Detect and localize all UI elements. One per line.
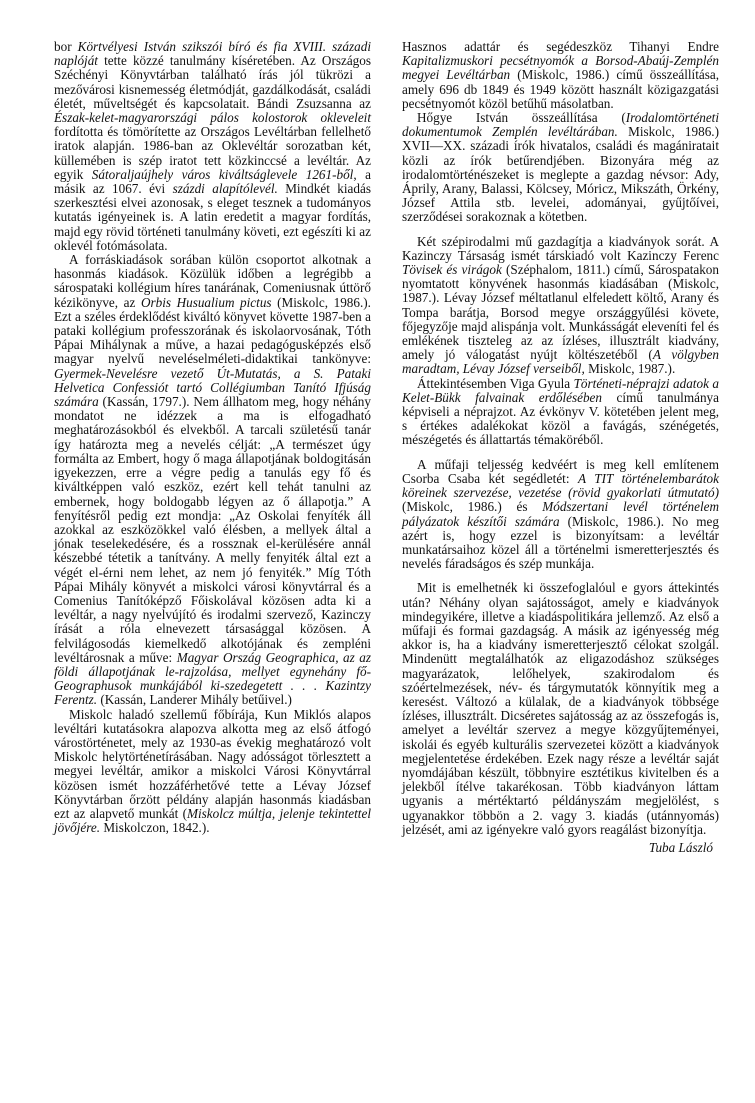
text-run: (Miskolc, 1986.) című összeállítása, amely 696 db 1849 és 1949 között használt közigazgatási pecsétnyomót közöl betűhű másolatban. [402,67,719,111]
text-run: Miskolczon, 1842.). [100,820,210,836]
text-run: fordította és tömörítette az Országos Levéltárban fellelhető iratok alapján. 1986-ban az Oklevéltár sorozatban két, küllemében is szép iratot tett közkinccsé a levéltár. Az egyik [54,124,371,182]
text-run: (Miskolc, 1986.). No meg azért is, hogy ezzel is bizonyítsam: a levéltár munkatársaihoz közel áll a történelmi ismeretterjesztés és nevelés fáradságos és szép munkája. [402,513,719,572]
italic-title: Körtvélyesi István szikszói bíró és fia XVIII. századi naplóját [54,39,371,69]
italic-title: Észak-kelet-magyarországi pálos kolostorok okleveleit [54,110,371,126]
italic-title: Történeti-néprajzi adatok a Kelet-Bükk falvainak erdőlésében [402,375,719,405]
text-run: Áttekintésemben Viga Gyula [417,375,574,391]
paragraph [402,40,719,111]
right-column-paragraphs [402,40,719,837]
text-run: tette közzé tanulmány kíséretében. Az Országos Széchényi Könyvtárban található írás jól tükrözi a mezővárosi kisnemesség életmódját, gazdálkodását, családi életét, műveltségét és kapcsolatait. Bándi Zsuzsanna az [54,53,371,111]
paragraph [402,235,719,377]
italic-title: A TIT történelembarátok köreinek szervezése, vezetése (rövid gyakorlati útmutató) [402,470,719,501]
text-run: A forráskiadások sorában külön csoportot alkotnak a hasonmás kiadások. Közülük időben a legrégibb a sárospataki kollégium híres tanárának, Comeniusnak úttörő kézikönyve, az [54,252,371,310]
italic-title: Irodalomtörténeti dokumentumok Zemplén levéltárában. [402,110,719,140]
paragraph [54,253,371,708]
paragraph [402,377,719,448]
text-run: (Kassán, Landerer Mihály betűivel.) [97,692,292,708]
text-run: Miskolc, 1987.). [584,361,676,377]
text-run: Mit is emelhetnék ki összefoglalóul e gyors áttekintés után? Néhány olyan sajátosságot, amely e kiadványok mindegyikére, illetve a kiadáspolitikára jellemző. Az első a műfaji és formai gazdagság. A másik az igényesség még akkor is, ha a kiadvány ismeretterjesztő célokat szolgál. Mindenütt megtalálhatók az eligazodáshoz szükséges magyarázatok, lelőhelyek, szakirodalom és szóértelmezések, név- és tárgymutatók könnyítik meg a keresést. Változó a külalak, de a kiadványok többsége ízléses, illusztrált. Dicséretes sajátosság az az összefogás is, amelyet a levéltár szervez a megye közgyűjteményei, iskolái és egyéb kulturális szervezetei között a kiadványok megjelentetése érdekében. Ezek nagy része a levéltár saját nyomdájában készült, többnyire esztétikus kivitelben és a jelekből ítélve takarékosan. Több kiadványon láttam ugyanis a mértéktartó példányszám megjelölést, s ugyanakkor többön a 2. vagy 3. kiadás (utánnyomás) jelzését, ami az igényekre való gyors reagálást bizonyítja. [402,580,719,837]
italic-title: Kapitalizmuskori pecsétnyomók a Borsod-Abaúj-Zemplén megyei Levéltárban [402,53,719,83]
text-run: Hasznos adattár és segédeszköz Tihanyi Endre [402,39,719,54]
text-run: Mindkét kiadás szerkesztési elvei azonosak, s eleget tesznek a tudományos kutatás igényeinek is. A latin eredetit a magyar fordítás, majd egy rövid történeti tanulmány követi, ezt egészíti ki az oklevél fotómásolata. [54,181,371,253]
italic-title: Sátoraljaújhely város kiváltságlevele 1261-ből [91,166,354,182]
italic-title: Tövisek és virágok [402,262,502,278]
author-signature: Tuba László [648,839,713,855]
text-run: Miskolc haladó szellemű főbírája, Kun Miklós alapos levéltári kutatásokra alapozva alkotta meg az első átfogó várostörténetet, mely az 1930-as évekig meghatározó volt Miskolc helytörténetírásában. Nagy adósságot törlesztett a megyei levéltár, amikor a miskolci Városi Könyvtárral közösen ismét hozzáférhetővé tette a Lévay József Könyvtárban őrzött példány alapján hasonmás kiadásban ezt az alapvető munkát ( [54,706,371,821]
two-column-layout [54,40,719,855]
text-run: A műfaji teljesség kedvéért is meg kell említenem Csorba Csaba két segédletét: [402,456,719,486]
text-run: , a másik az 1067. évi [54,166,371,197]
text-run: Két szépirodalmi mű gazdagítja a kiadványok sorát. A Kazinczy Társaság ismét társkiadó volt Kazinczy Ferenc [402,233,719,263]
italic-title: Módszertani levél történelem pályázatok készítői számára [402,499,719,529]
text-run: (Széphalom, 1811.) című, Sárospatakon nyomtatott könyvének hasonmás kiadásában (Miskolc, 1987.). Lévay József méltatlanul elfeledett költő, Arany és Tompa barátja, Borsod megye országgyűlési követe, főjegyzője majd alispánja volt. Munkásságát eleveníti fel és emlékének tiszteleg az az ízléses, illusztrált kiadvány, amely jó válogatást nyújt költészetéből ( [402,262,719,363]
italic-title: Magyar Ország Geographica, az az földi állapotjának le-rajzolása, mellyet egynehány fő-Geographusok munkájából ki-szedegetett . . . Kazintzy Ferentz. [54,649,371,708]
right-column [402,40,719,855]
italic-title: Gyermek-Nevelésre vezető Út-Mutatás, a S. Pataki Helvetica Confessiót tartó Collégiumban Tanító Ifjúság számára [54,365,371,410]
text-run: (Miskolc, 1986.). Ezt a széles érdeklődést kiváltó könyvet követte 1987-ben a pataki kollégium professzorának és iskolaorvosának, Tóth Pápai Mihálynak a műve, a hazai pedagógusképzés első magyar nyelvű neveléselméleti-didaktikai tankönyve: [54,294,371,367]
paragraph [54,40,371,253]
text-run: (Miskolc, 1986.) és [402,499,543,515]
italic-title: Orbis Husualium pictus [140,294,272,310]
paragraph [54,708,371,836]
text-run: (Kassán, 1797.). Nem állhatom meg, hogy néhány mondatot ne idézzek a ma is elfogadható meghatározásokból és elvekből. A tarcali születésű tanár így határozta meg a nevelés célját: „A természet úgy formálta az Embert, hogy ő maga állapotjának boldogitásán igyekezzen, erre a végre pedig a tanulás egy fő és kiváltképpen való eszköz, ezért kell tehát tanulni az embernek, hogy boldogabb légyen az ő állapotja.” A fenyítésről pedig ezt mondja: „Az Oskolai fenyíték áll azokkal az eszközökkel való élésben, a mellyek által a jónak teselekedésére, és a rossznak el-kerülésére annál készebbé tétetik a tanítvány. A melly fenyiték által ezt a végét el-érni nem lehet, az nem jó fenyiték.” Míg Tóth Pápai Mihály könyvét a miskolci városi könyvtárral és a Comenius Tanítóképző Főiskolával közösen adta ki a levéltár, a nagy nyelvújító és irodalmi szervező, Kazinczy írását a róla elnevezett társasággal közösen. A felvilágosodás kiemelkedő alkotójának és zempléni levéltárosnak a műve: [54,394,371,665]
paragraph [402,581,719,837]
text-run: Hőgye István összeállítása ( [417,110,626,126]
text-run: című tanulmánya képviseli a néprajzot. Az évkönyv V. kötetében jelent meg, s értékes adalékokat közöl a favágás, szénégetés, mészégetés és állattartás témaköréből. [402,389,719,448]
italic-title: százdi alapítólevél. [172,181,278,197]
left-column [54,40,371,835]
paragraph [402,111,719,225]
paragraph [402,458,719,572]
text-run: bor [54,39,78,54]
italic-title: Miskolcz múltja, jelenje tekintettel jövőjére. [54,805,371,836]
italic-title: A völgyben maradtam, Lévay József verseiből, [402,347,719,377]
text-run: Miskolc, 1986.) XVII—XX. századi írók hivatalos, családi és magániratait közli az írók betűrendjében. Bizonyára még az irodalomtörténészeket is meglepte a gazdag névsor: Ady, Áprily, Arany, Balassi, Kölcsey, Móricz, Mikszáth, Örkény, József Attila stb. levelei, adományai, gyűjtőívei, szerződései sorakoznak a kötetben. [402,124,720,225]
